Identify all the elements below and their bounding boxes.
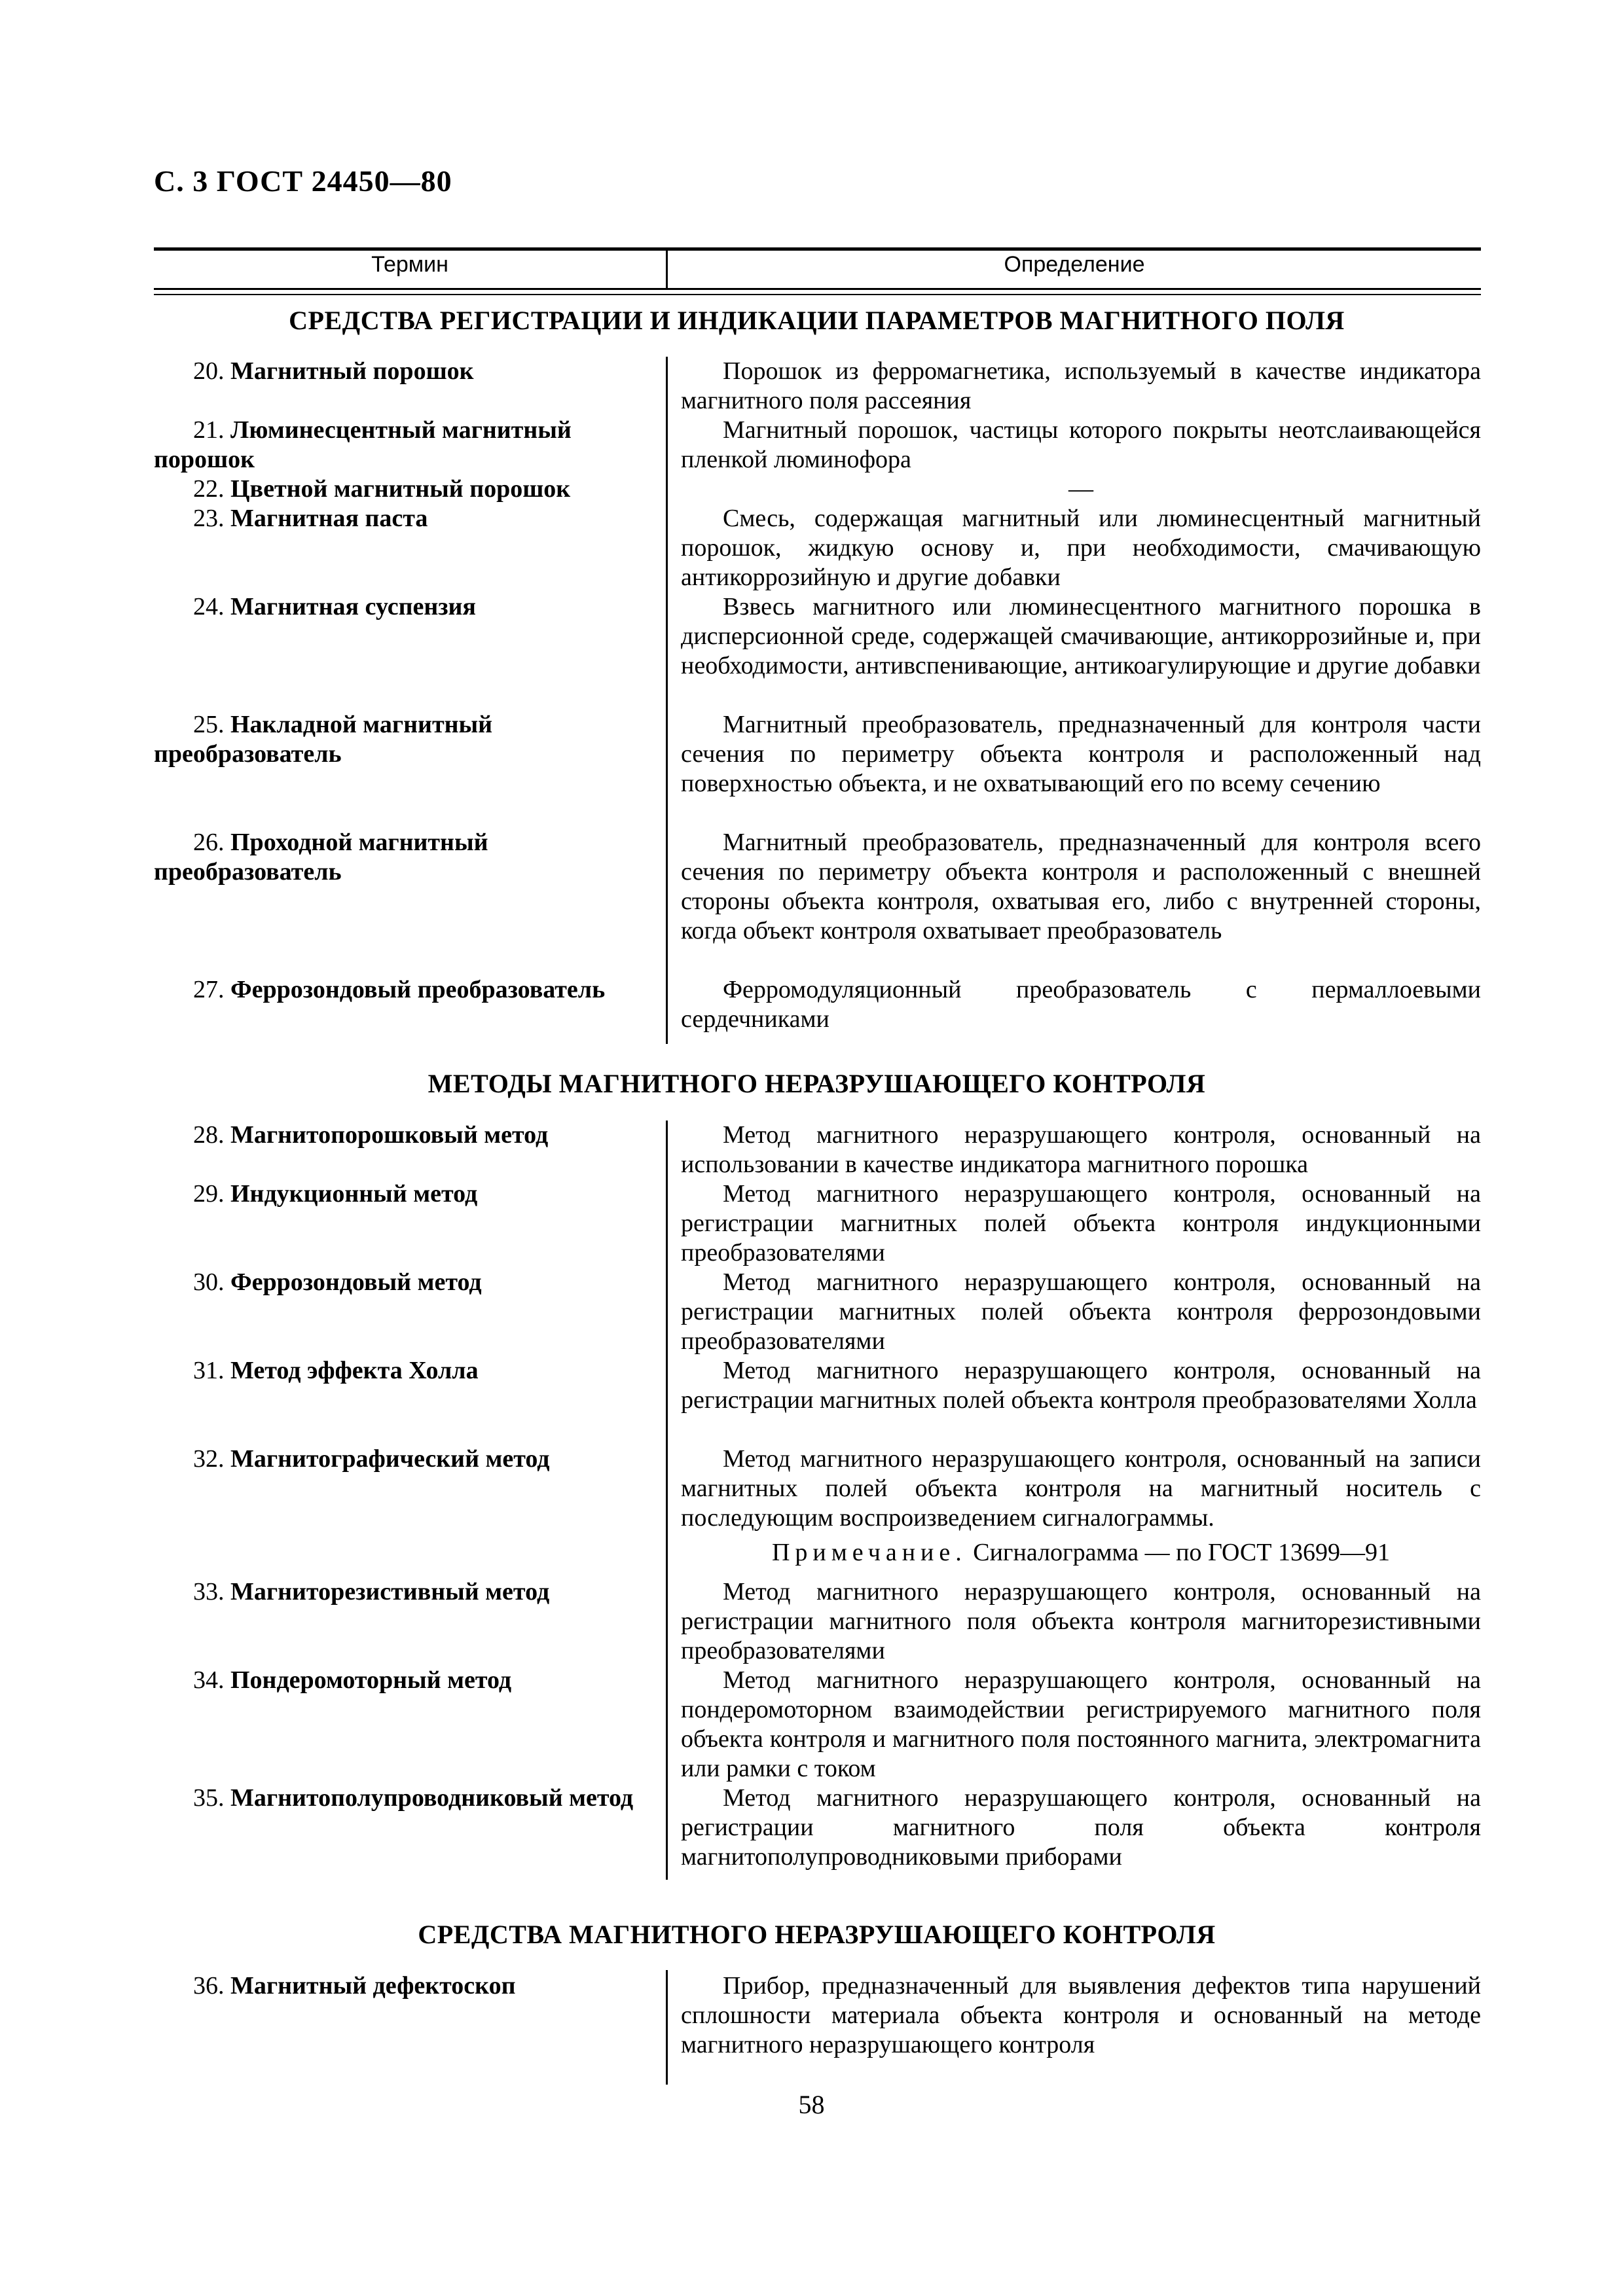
term-entry: 35. Магнитополупроводниковый метод — [193, 1784, 634, 1812]
definition-text: Магнитный порошок, частицы которого покрыты неотслаивающейся пленкой люминофора — [681, 416, 1481, 473]
definition-text: Метод магнитного неразрушающего контроля, основанный на использовании в качестве индикатора магнитного порошка — [681, 1121, 1481, 1178]
definition-text: Взвесь магнитного или люминесцентного магнитного порошка в дисперсионной среде, содержащей смачивающие, антикоррозийные и, при необходимости, антивспенивающие, антикоагулирующие и другие добавки — [681, 593, 1481, 679]
definition-text: Ферромодуляционный преобразователь с пермаллоевыми сердечниками — [681, 976, 1481, 1033]
page-number: 58 — [798, 2090, 825, 2119]
term-entry: 36. Магнитный дефектоскоп — [193, 1972, 516, 2000]
column-divider — [666, 1121, 668, 1880]
term-entry: 22. Цветной магнитный порошок — [193, 475, 571, 503]
table-head-rule-1 — [154, 288, 1481, 290]
term-entry: 26. Проходной магнитный преобразователь — [154, 829, 488, 886]
term-entry: 28. Магнитопорошковый метод — [193, 1121, 549, 1149]
definition-text: Магнитный преобразователь, предназначенный для контроля части сечения по периметру объекта контроля и расположенный над поверхностью объекта, и не охватывающий его по всему сечению — [681, 711, 1481, 797]
term-entry: 20. Магнитный порошок — [193, 357, 474, 385]
definition-text: Смесь, содержащая магнитный или люминесцентный магнитный порошок, жидкую основу и, при необходимости, смачивающую антикоррозийную и другие добавки — [681, 505, 1481, 591]
term-entry: 23. Магнитная паста — [193, 505, 428, 532]
table-top-rule — [154, 247, 1481, 251]
definition-text: Метод магнитного неразрушающего контроля, основанный на регистрации магнитного поля объекта контроля магниторезистивными преобразователями — [681, 1578, 1481, 1664]
column-header-term: Термин — [371, 252, 448, 277]
definition-text: Порошок из ферромагнетика, используемый в качестве индикатора магнитного поля рассеяния — [681, 357, 1481, 414]
note-text: Примечание. Сигналограмма — по ГОСТ 13699—91 — [771, 1539, 1390, 1566]
term-entry: 25. Накладной магнитный преобразователь — [154, 711, 493, 768]
section-title: МЕТОДЫ МАГНИТНОГО НЕРАЗРУШАЮЩЕГО КОНТРОЛЯ — [428, 1069, 1206, 1098]
definition-text: — — [1068, 475, 1093, 503]
term-entry: 29. Индукционный метод — [193, 1180, 478, 1208]
note-label: Примечание. — [771, 1539, 967, 1566]
column-header-definition: Определение — [1004, 252, 1145, 277]
term-entry: 33. Магниторезистивный метод — [193, 1578, 550, 1605]
section-title: СРЕДСТВА РЕГИСТРАЦИИ И ИНДИКАЦИИ ПАРАМЕТРОВ МАГНИТНОГО ПОЛЯ — [289, 306, 1345, 335]
term-entry: 27. Феррозондовый преобразователь — [193, 976, 606, 1003]
column-divider — [666, 357, 668, 1044]
table-head-rule-2 — [154, 294, 1481, 295]
definition-text: Метод магнитного неразрушающего контроля, основанный на пондеромоторном взаимодействии регистрируемого магнитного поля объекта контроля и магнитного поля постоянного магнита, электромагнита или рамки с током — [681, 1666, 1481, 1782]
definition-text: Метод магнитного неразрушающего контроля, основанный на записи магнитных полей объекта контроля на магнитный носитель с последующим воспроизведением сигналограммы. — [681, 1445, 1481, 1532]
page-header: С. 3 ГОСТ 24450—80 — [154, 164, 452, 198]
term-entry: 34. Пондеромоторный метод — [193, 1666, 512, 1694]
definition-text: Прибор, предназначенный для выявления дефектов типа нарушений сплошности материала объекта контроля и основанный на методе магнитного неразрушающего контроля — [681, 1972, 1481, 2058]
definition-text: Метод магнитного неразрушающего контроля, основанный на регистрации магнитных полей объекта контроля преобразователями Холла — [681, 1357, 1481, 1414]
column-divider — [666, 1970, 668, 2085]
term-entry: 31. Метод эффекта Холла — [193, 1357, 479, 1384]
definition-text: Метод магнитного неразрушающего контроля, основанный на регистрации магнитных полей объекта контроля индукционными преобразователями — [681, 1180, 1481, 1266]
term-entry: 24. Магнитная суспензия — [193, 593, 476, 620]
definition-text: Метод магнитного неразрушающего контроля, основанный на регистрации магнитных полей объекта контроля феррозондовыми преобразователями — [681, 1268, 1481, 1355]
definition-text: Магнитный преобразователь, предназначенный для контроля всего сечения по периметру объекта контроля и расположенный с внешней стороны объекта контроля, охватывая его, либо с внутренней стороны, когда объект контроля охватывает преобразователь — [681, 829, 1481, 944]
term-entry: 21. Люминесцентный магнитный порошок — [154, 416, 572, 473]
term-entry: 32. Магнитографический метод — [193, 1445, 550, 1473]
definition-text: Метод магнитного неразрушающего контроля, основанный на регистрации магнитного поля объекта контроля магнитополупроводниковыми приборами — [681, 1784, 1481, 1871]
term-entry: 30. Феррозондовый метод — [193, 1268, 482, 1296]
section-title: СРЕДСТВА МАГНИТНОГО НЕРАЗРУШАЮЩЕГО КОНТРОЛЯ — [418, 1920, 1216, 1949]
